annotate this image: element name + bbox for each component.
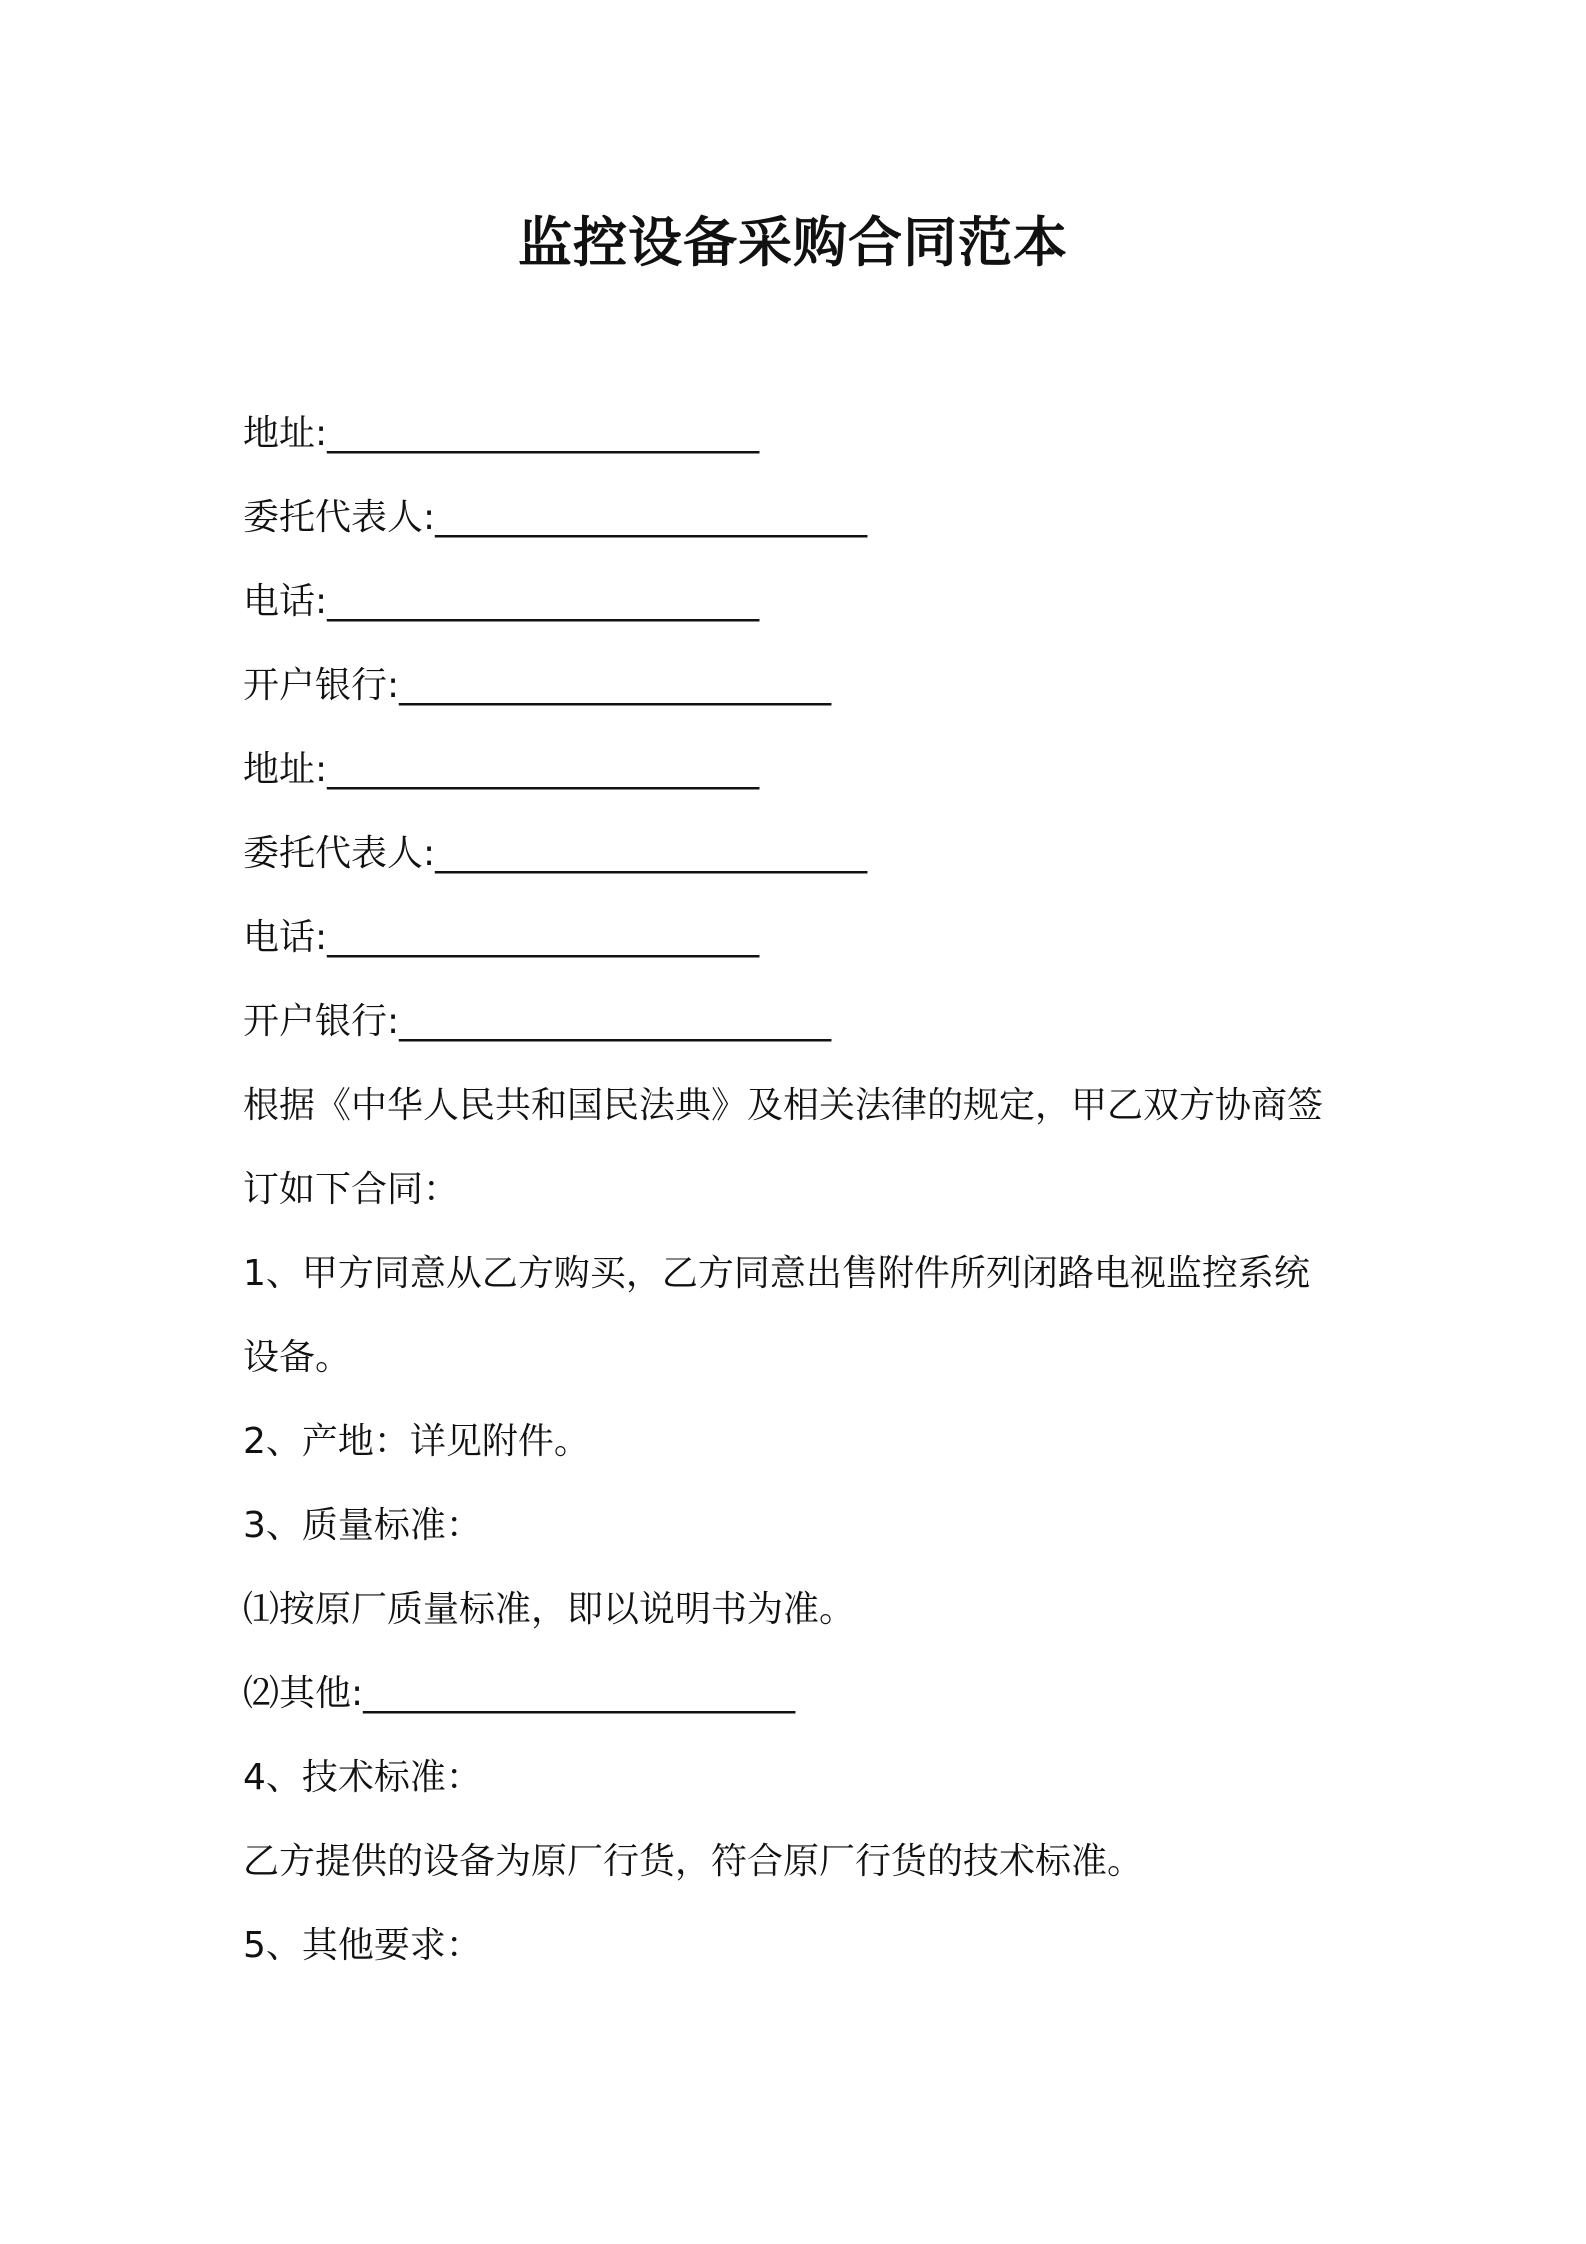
clause-3-item-2: ⑵其他:________________________	[243, 1673, 796, 1714]
clause-3-item-1: ⑴按原厂质量标准，即以说明书为准。	[243, 1589, 856, 1630]
clause-3-heading: 3、质量标准：	[243, 1505, 482, 1546]
party-b-phone-line: 电话:________________________	[243, 917, 760, 958]
clause-1-line-2: 设备。	[243, 1337, 352, 1378]
party-a-phone-line: 电话:________________________	[243, 581, 760, 622]
party-b-representative-line: 委托代表人:________________________	[243, 833, 868, 874]
preamble-line-1: 根据《中华人民共和国民法典》及相关法律的规定，甲乙双方协商签	[243, 1085, 1324, 1126]
party-a-address-line: 地址:________________________	[243, 413, 760, 454]
party-a-bank-line: 开户银行:________________________	[243, 665, 832, 706]
document-title: 监控设备采购合同范本	[518, 211, 1068, 274]
clause-5-heading: 5、其他要求：	[243, 1925, 482, 1966]
party-a-representative-line: 委托代表人:________________________	[243, 497, 868, 538]
clause-4-heading: 4、技术标准：	[243, 1757, 482, 1798]
clause-2-origin: 2、产地：详见附件。	[243, 1421, 590, 1462]
party-b-address-line: 地址:________________________	[243, 749, 760, 790]
clause-4-text: 乙方提供的设备为原厂行货，符合原厂行货的技术标准。	[243, 1841, 1144, 1882]
clause-1-line-1: 1、甲方同意从乙方购买，乙方同意出售附件所列闭路电视监控系统	[243, 1253, 1310, 1294]
party-b-bank-line: 开户银行:________________________	[243, 1001, 832, 1042]
preamble-line-2: 订如下合同：	[243, 1169, 460, 1210]
